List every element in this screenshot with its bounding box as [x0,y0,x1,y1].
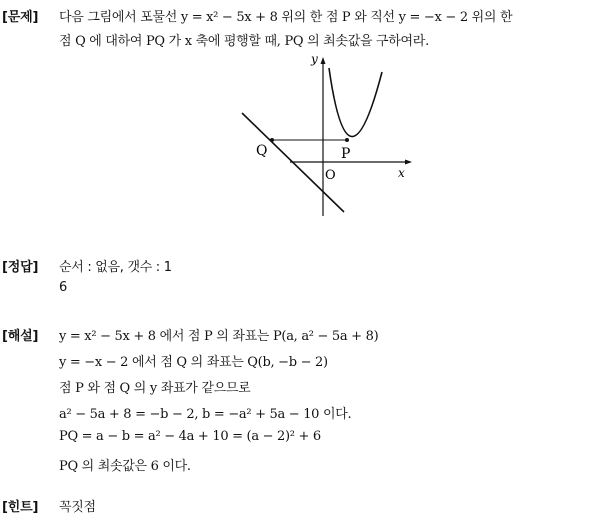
label-q: Q [256,143,268,159]
label-x: x [398,166,405,180]
answer-line-1: 순서 : 없음, 갯수 : 1 [59,260,172,275]
solution-tag: [해설] [2,329,39,344]
solution-line-6: PQ 의 최솟값은 6 이다. [59,459,191,474]
solution-line-4: a² − 5a + 8 = −b − 2, b = −a² + 5a − 10 이다. [59,407,352,422]
label-origin: O [325,168,336,183]
solution-line-1: y = x² − 5x + 8 에서 점 P 의 좌표는 P(a, a² − 5a + 8) [59,329,379,344]
label-y: y [311,52,318,66]
problem-tag: [문제] [2,10,39,25]
hint-tag: [힌트] [2,500,39,515]
x-axis-arrow [405,160,412,165]
parabola-line-graph [232,48,412,220]
answer-line-2: 6 [59,280,67,295]
solution-line-3: 점 P 와 점 Q 의 y 좌표가 같으므로 [59,381,251,396]
y-axis-arrow [321,57,326,64]
problem-line-1: 다음 그림에서 포물선 y = x² − 5x + 8 위의 한 점 P 와 직선 y = −x − 2 위의 한 [59,10,513,25]
problem-line-2: 점 Q 에 대하여 PQ 가 x 축에 평행할 때, PQ 의 최솟값을 구하여라. [59,34,429,49]
hint-line-1: 꼭짓점 [59,500,96,515]
parabola-curve [329,68,382,137]
point-p [345,138,349,142]
solution-line-2: y = −x − 2 에서 점 Q 의 좌표는 Q(b, −b − 2) [59,355,328,370]
solution-line-5: PQ = a − b = a² − 4a + 10 = (a − 2)² + 6 [59,429,321,444]
point-q [270,138,274,142]
answer-tag: [정답] [2,260,39,275]
label-p: P [341,146,351,162]
